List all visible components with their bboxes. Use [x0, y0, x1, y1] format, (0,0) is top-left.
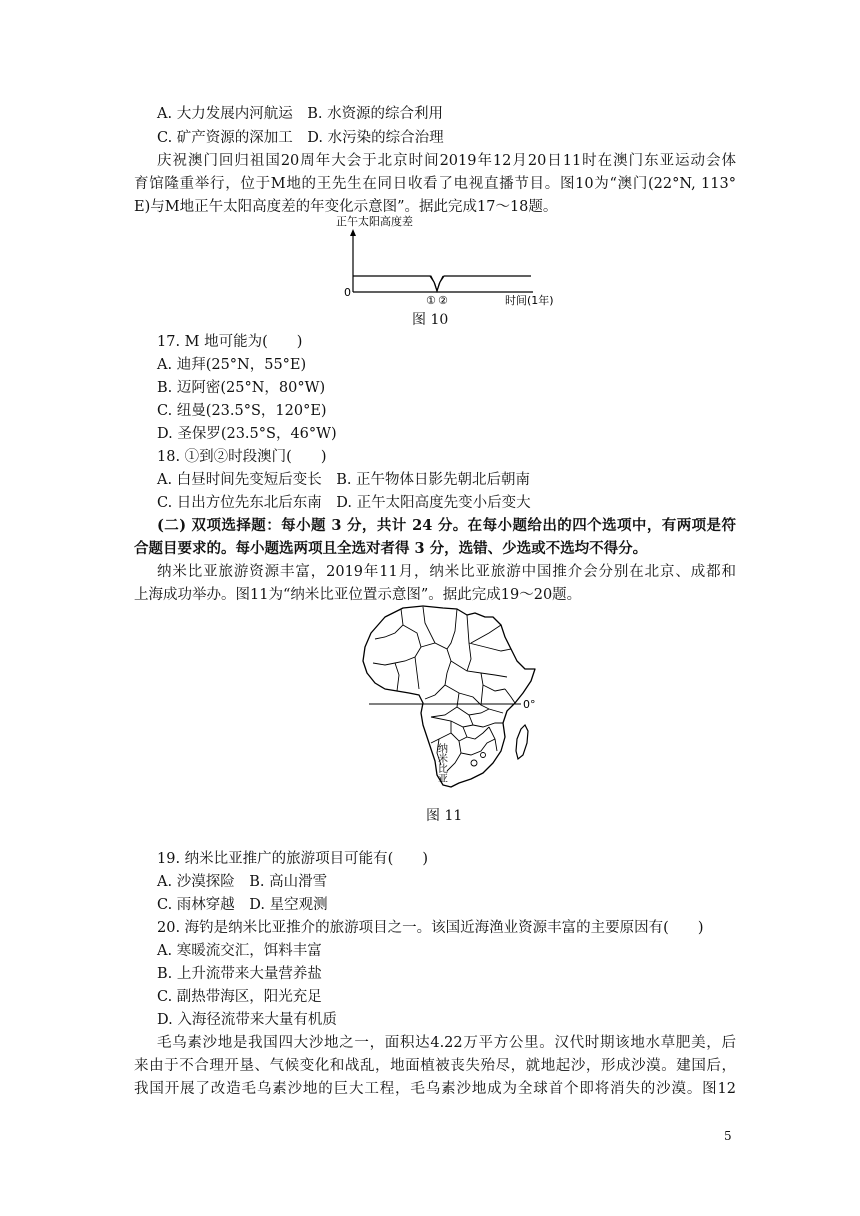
q17-option-a: A. 迪拜(25°N，55°E): [157, 357, 307, 373]
q16-options-row2: C. 矿产资源的深加工 D. 水污染的综合治理: [157, 130, 444, 146]
equator-label: 0°: [523, 698, 536, 711]
fig10-marker-1: ①: [426, 294, 436, 307]
figure-10-chart: [320, 212, 570, 308]
q17-stem: 17. M 地可能为( ): [157, 334, 303, 350]
fig10-xlabel: 时间(1年): [505, 294, 554, 307]
q20-option-d: D. 入海径流带来大量有机质: [157, 1012, 337, 1028]
maowusu-passage-line2: 来由于不合理开垦、气候变化和战乱，地面植被丧失殆尽，就地起沙，形成沙漠。建国后，: [134, 1058, 736, 1074]
namibia-passage-line2: 上海成功举办。图11为“纳米比亚位置示意图”。据此完成19～20题。: [134, 587, 582, 603]
madagascar-outline: [516, 725, 528, 759]
fig11-caption: 图 11: [426, 808, 463, 824]
fig10-ylabel: 正午太阳高度差: [336, 215, 413, 228]
macau-passage-line1: 庆祝澳门回归祖国20周年大会于北京时间2019年12月20日11时在澳门东亚运动会体: [157, 153, 736, 169]
page-number: 5: [724, 1129, 732, 1143]
q19-stem: 19. 纳米比亚推广的旅游项目可能有( ): [157, 851, 428, 867]
namibia-label: 纳米比亚: [435, 743, 447, 783]
maowusu-passage-line1: 毛乌素沙地是我国四大沙地之一，面积达4.22万平方公里。汉代时期该地水草肥美，后: [157, 1035, 736, 1051]
q20-option-a: A. 寒暖流交汇，饵料丰富: [157, 943, 322, 959]
fig10-marker-2: ②: [438, 294, 448, 307]
fig10-y-arrow: [350, 229, 356, 236]
macau-passage-line3: E)与M地正午太阳高度差的年变化示意图”。据此完成17～18题。: [134, 199, 558, 215]
q20-option-b: B. 上升流带来大量营养盐: [157, 966, 322, 982]
q20-option-c: C. 副热带海区，阳光充足: [157, 989, 322, 1005]
q19-options-row1: A. 沙漠探险 B. 高山滑雪: [157, 874, 328, 890]
q18-options-row2: C. 日出方位先东北后东南 D. 正午太阳高度先变小后变大: [157, 495, 531, 511]
fig10-series-line-back: [353, 276, 443, 291]
q16-options-row1: A. 大力发展内河航运 B. 水资源的综合利用: [157, 106, 444, 122]
fig10-origin-label: 0: [344, 286, 351, 299]
figure-11-africa-map: [355, 603, 555, 803]
section2-instructions-line1: (二) 双项选择题：每小题 3 分，共计 24 分。在每小题给出的四个选项中，有两项是符: [157, 517, 736, 534]
q18-options-row1: A. 白昼时间先变短后变长 B. 正午物体日影先朝北后朝南: [157, 472, 531, 488]
namibia-passage-line1: 纳米比亚旅游资源丰富，2019年11月，纳米比亚旅游中国推介会分别在北京、成都和: [157, 564, 736, 580]
fig10-caption: 图 10: [412, 312, 449, 328]
q17-option-b: B. 迈阿密(25°N，80°W): [157, 380, 326, 396]
section2-instructions-line2: 合题目要求的。每小题选两项且全选对者得 3 分，选错、少选或不选均不得分。: [134, 540, 648, 557]
africa-outline: [363, 606, 535, 787]
q20-stem: 20. 海钓是纳米比亚推介的旅游项目之一。该国近海渔业资源丰富的主要原因有( ): [157, 920, 704, 936]
q17-option-d: D. 圣保罗(23.5°S，46°W): [157, 426, 337, 442]
maowusu-passage-line3: 我国开展了改造毛乌素沙地的巨大工程，毛乌素沙地成为全球首个即将消失的沙漠。图12: [134, 1081, 736, 1097]
q19-options-row2: C. 雨林穿越 D. 星空观测: [157, 897, 328, 913]
q17-option-c: C. 纽曼(23.5°S，120°E): [157, 403, 327, 419]
q18-stem: 18. ①到②时段澳门( ): [157, 449, 327, 465]
macau-passage-line2: 育馆隆重举行，位于M地的王先生在同日收看了电视直播节目。图10为“澳门(22°N, 113°: [134, 176, 736, 192]
